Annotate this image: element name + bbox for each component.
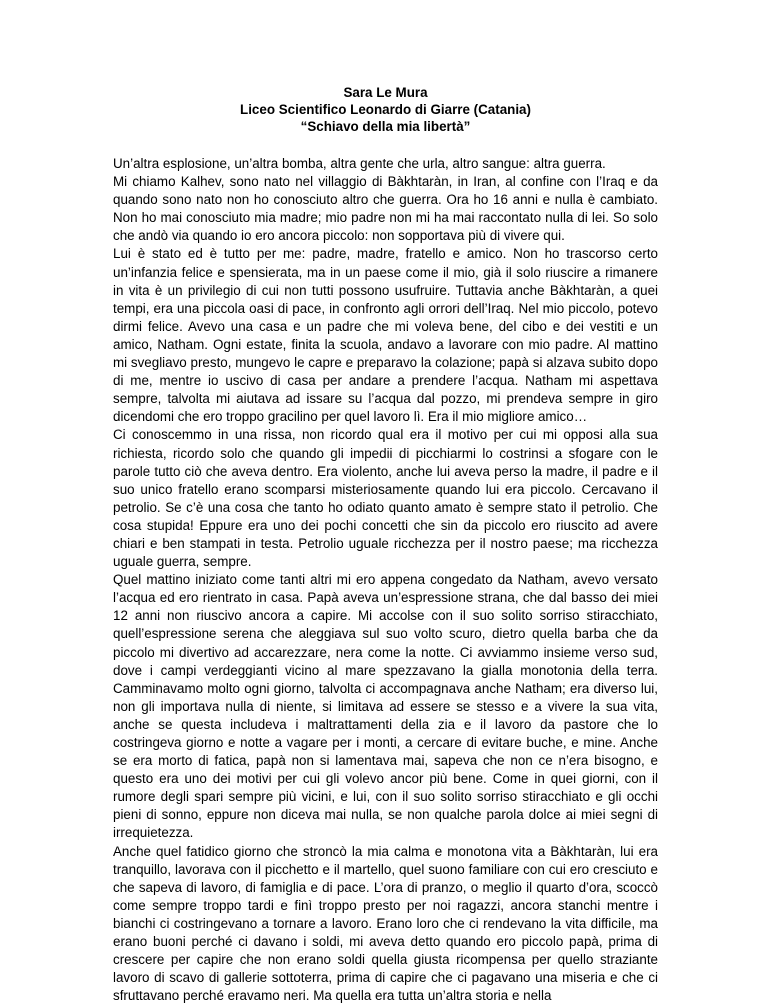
school-name: Liceo Scientifico Leonardo di Giarre (Catania) — [240, 102, 531, 117]
document-header — [113, 84, 658, 135]
paragraph-2: Mi chiamo Kalhev, sono nato nel villaggio di Bàkhtaràn, in Iran, al confine con l’Iraq e da quando sono nato non ho conosciuto altro che guerra. Ora ho 16 anni e nulla è cambiato. Non ho mai conosciuto mia madre; mio padre non mi ha mai raccontato nulla di lei. So solo che andò via quando io ero ancora piccolo: non sopportava più di vivere qui. — [113, 174, 658, 244]
paragraph-3: Lui è stato ed è tutto per me: padre, madre, fratello e amico. Non ho trascorso certo un’infanzia felice e spensierata, ma in un paese come il mio, già il solo riuscire a rimanere in vita è un privilegio di cui non tutti possono usufruire. Tuttavia anche Bàkhtaràn, a quei tempi, era una piccola oasi di pace, in confronto agli orrori dell’Iraq. Nel mio piccolo, potevo dirmi felice. Avevo una casa e un padre che mi voleva bene, del cibo e dei vestiti e un amico, Natham. Ogni estate, finita la scuola, andavo a lavorare con mio padre. Al mattino mi svegliavo presto, mungevo le capre e preparavo la colazione; papà si alzava subito dopo di me, mentre io uscivo di casa per andare a prendere l’acqua. Natham mi aspettava sempre, talvolta mi aiutava ad issare su l’acqua dal pozzo, mi prendeva sempre in giro dicendomi che ero troppo gracilino per quel lavoro lì. Era il mio migliore amico… — [113, 246, 658, 425]
paragraph-6: Anche quel fatidico giorno che stroncò la mia calma e monotona vita a Bàkhtaràn, lui era tranquillo, lavorava con il picchetto e il martello, quel suono familiare con cui ero cresciuto e che sapeva di lavoro, di famiglia e di pace. L’ora di pranzo, o meglio il quarto d’ora, scoccò come sempre troppo tardi e finì troppo presto per noi ragazzi, ancora stanchi mentre i bianchi ci costringevano a tornare a lavoro. Erano loro che ci rendevano la vita difficile, ma erano buoni perché ci davano i soldi, mi aveva detto quando ero piccolo papà, prima di crescere per capire che non erano soldi quella giusta ricompensa per quello straziante lavoro di scavo di gallerie sottoterra, prima di capire che ci pagavano una miseria e che ci sfruttavano perché eravamo neri. Ma quella era tutta un’altra storia e nella — [113, 843, 658, 1004]
document-title: “Schiavo della mia libertà” — [300, 119, 471, 134]
paragraph-1: Un’altra esplosione, un’altra bomba, altra gente che urla, altro sangue: altra guerra. — [113, 156, 606, 171]
paragraph-5: Quel mattino iniziato come tanti altri mi ero appena congedato da Natham, avevo versato l’acqua ed ero rientrato in casa. Papà aveva un’espressione strana, che dal basso dei miei 12 anni non riuscivo ancora a capire. Mi accolse con il suo solito sorriso stiracchiato, quell’espressione serena che aleggiava sul suo volto scuro, dietro quella barba che da piccolo mi divertivo ad accarezzare, nera come la notte. Ci avviammo insieme verso sud, dove i campi verdeggianti vicino al mare spezzavano la gialla monotonia della terra. Camminavamo molto ogni giorno, talvolta ci accompagnava anche Natham; era diverso lui, non gli importava nulla di niente, si limitava ad essere se stesso e a vivere la sua vita, anche se questa includeva i maltrattamenti della zia e il lavoro da pastore che lo costringeva giorno e notte a vagare per i monti, a cercare di evitare buche, e mine. Anche se era morto di fatica, papà non si lamentava mai, sapeva che non ce n’era bisogno, e questo era uno dei motivi per cui gli volevo ancor più bene. Come in quei giorni, con il rumore degli spari sempre più vicini, e lui, con il suo solito sorriso stiracchiato e gli occhi pieni di sonno, eppure non diceva mai nulla, se non qualche parola dolce ai miei segni di irrequietezza. — [113, 572, 658, 841]
document-body — [113, 155, 658, 1005]
author-name: Sara Le Mura — [343, 85, 428, 100]
paragraph-4: Ci conoscemmo in una rissa, non ricordo qual era il motivo per cui mi opposi alla sua richiesta, ricordo solo che quando gli impedii di picchiarmi lo costrinsi a sfogare con le parole tutto ciò che aveva dentro. Era violento, anche lui aveva perso la madre, il padre e il suo unico fratello erano scomparsi misteriosamente quando lui era piccolo. Cercavano il petrolio. Se c’è una cosa che tanto ho odiato quanto amato è sempre stato il petrolio. Che cosa stupida! Eppure era uno dei pochi concetti che sin da piccolo ero riuscito ad avere chiari e ben stampati in testa. Petrolio uguale ricchezza per il nostro paese; ma ricchezza uguale guerra, sempre. — [113, 427, 658, 570]
